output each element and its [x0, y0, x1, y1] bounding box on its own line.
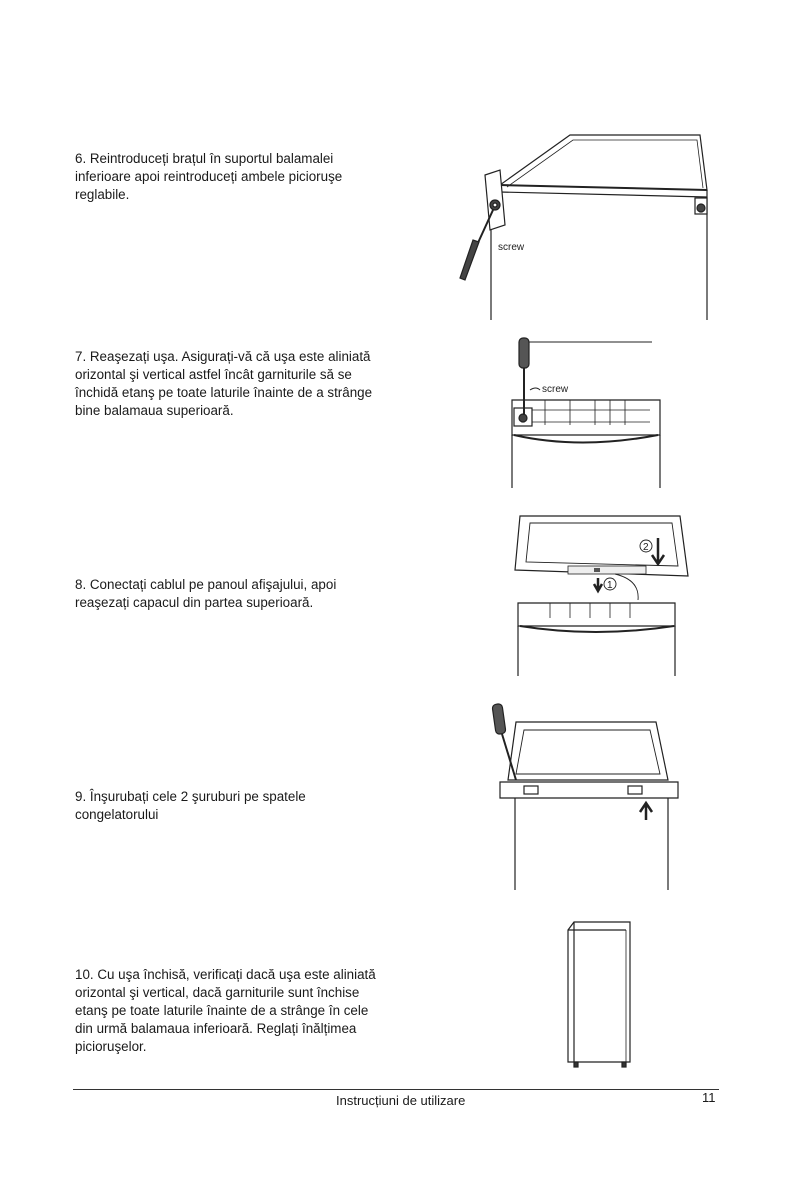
screw-label-2: screw [542, 384, 569, 395]
step-8-text: 8. Conectați cablul pe panoul afişajului, apoi reaşezați capacul din partea superioară. [75, 577, 337, 610]
marker-2: 2 [643, 542, 649, 553]
step-6-illustration [455, 130, 725, 325]
step-10-illustration [560, 920, 640, 1070]
step-6-text: 6. Reintroduceți brațul în suportul balamalei inferioare apoi reintroduceți ambele picioruşe reglabile. [75, 151, 343, 202]
footer-divider [73, 1089, 719, 1090]
footer-title: Instrucțiuni de utilizare [336, 1093, 466, 1108]
step-9-text: 9. Înşurubați cele 2 şuruburi pe spatele congelatorului [75, 789, 306, 822]
marker-1: 1 [607, 580, 613, 591]
step-7-illustration [500, 330, 670, 490]
step-8-illustration [510, 508, 695, 678]
screw-label: screw [498, 242, 525, 253]
step-10-text: 10. Cu uşa închisă, verificați dacă uşa este aliniată orizontal şi vertical, dacă garniturile sunt închise etanş pe toate laturile înainte de a strânge în cele din urmă balamaua inferioară. Reglați înălțimea picioruşelor. [75, 967, 376, 1054]
step-9-illustration [488, 700, 688, 895]
step-7-text: 7. Reaşezați uşa. Asigurați-vă că uşa este aliniată orizontal şi vertical astfel încât garniturile să se închidă etanş pe toate laturile înainte de a strânge bine balamaua superioară. [75, 349, 373, 418]
page-number: 11 [702, 1090, 716, 1105]
